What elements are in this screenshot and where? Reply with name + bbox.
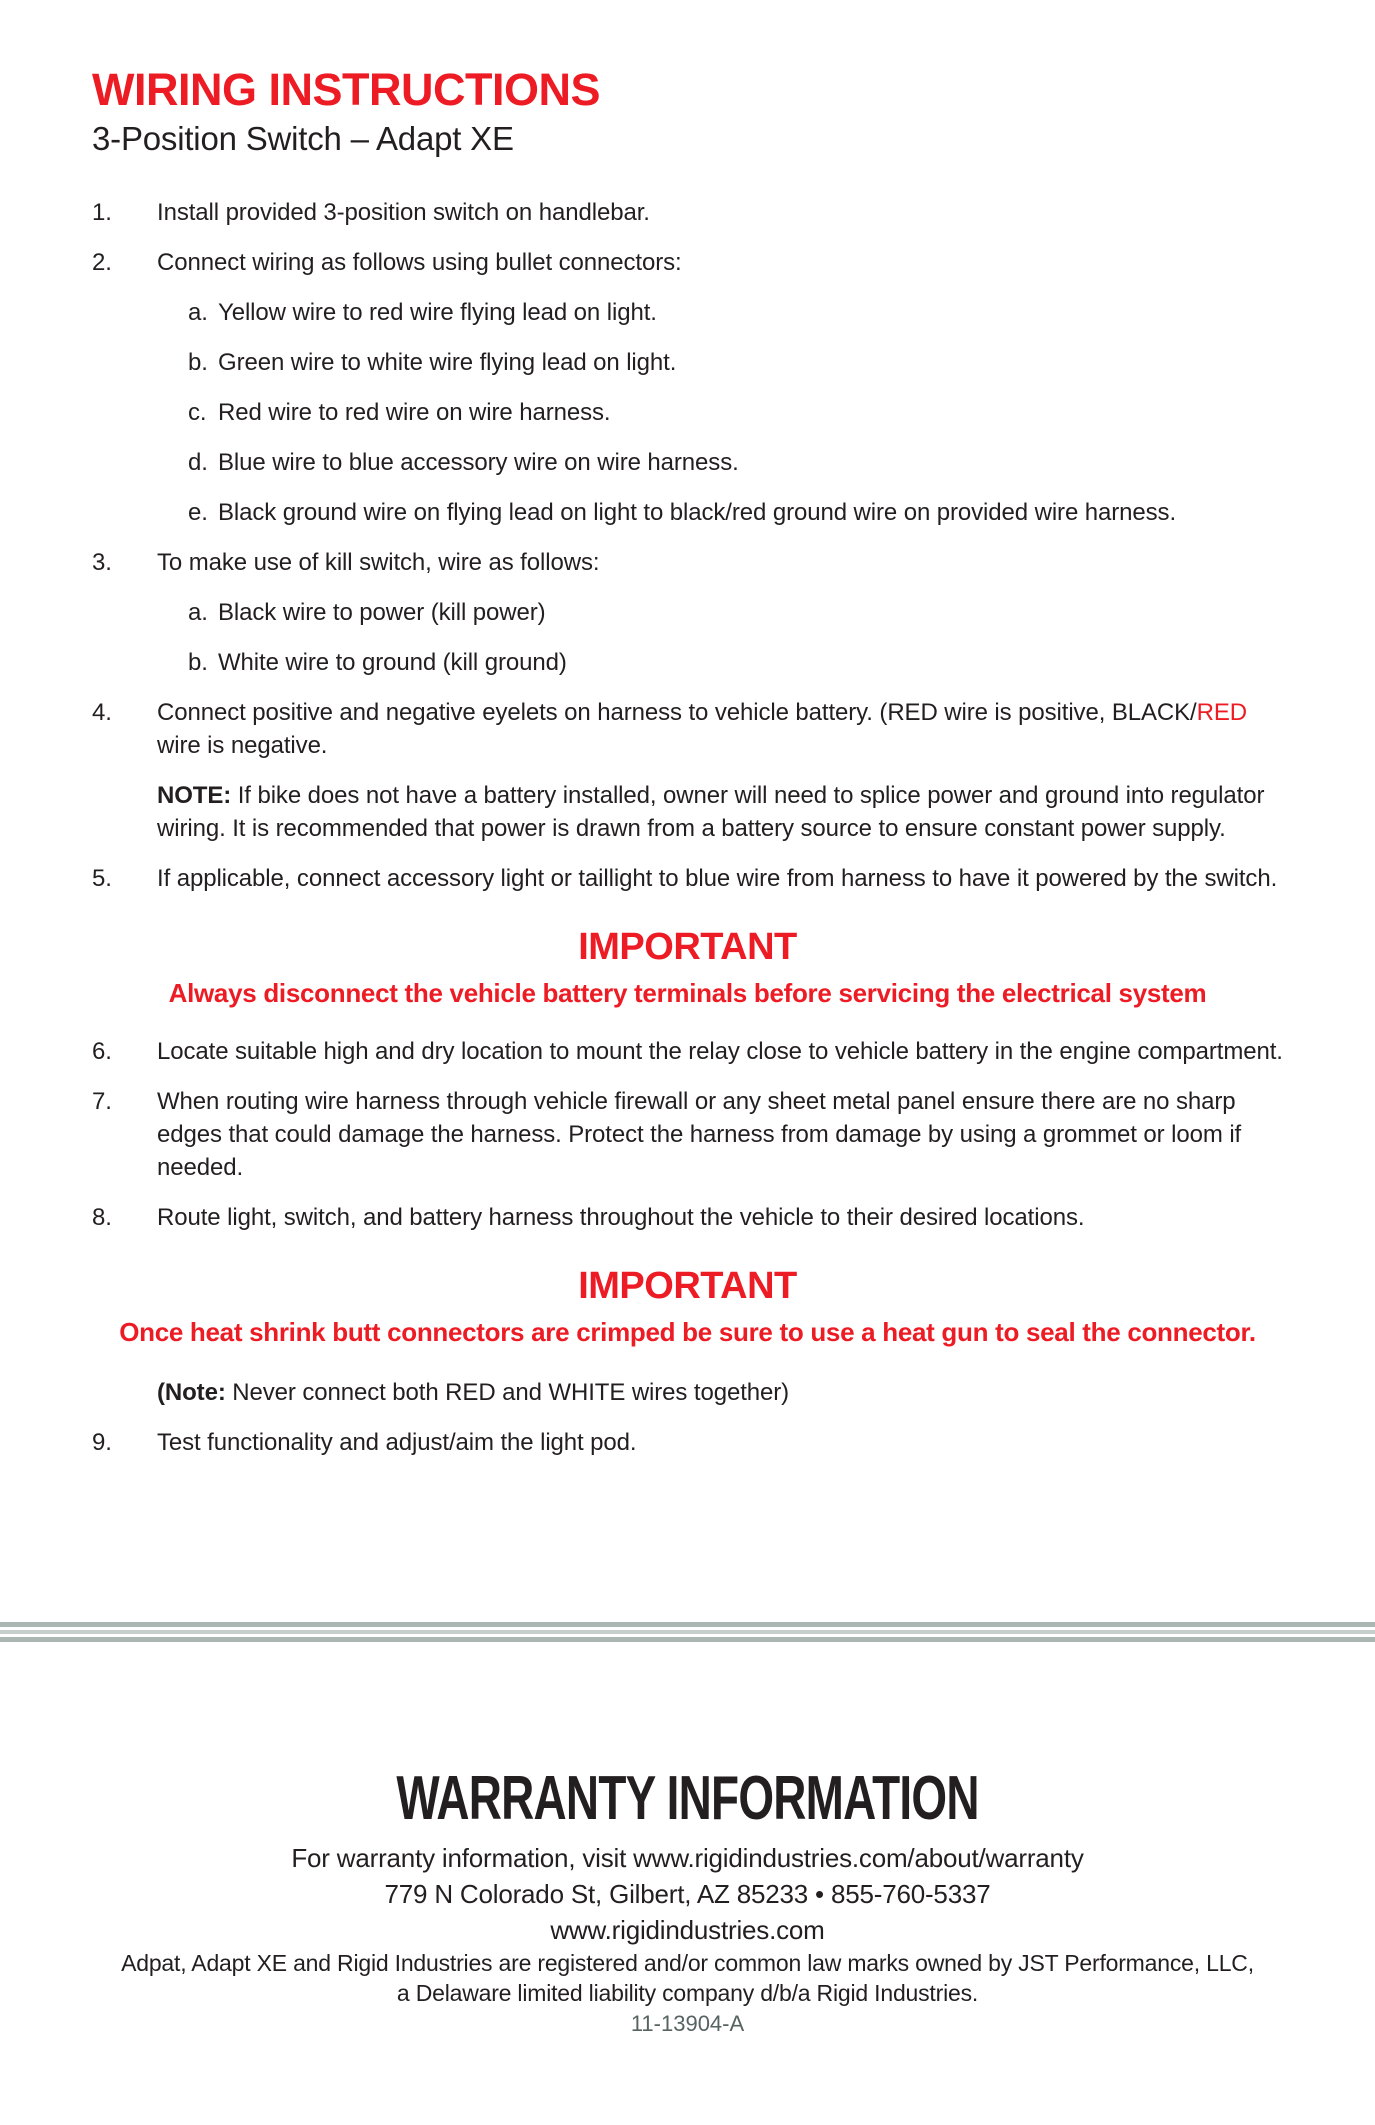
important-message: Always disconnect the vehicle battery terminals before servicing the electrical system bbox=[168, 978, 1207, 1009]
note-label: (Note: bbox=[157, 1379, 226, 1407]
substep-2e bbox=[188, 496, 1283, 529]
warranty-section bbox=[0, 1764, 1375, 2039]
red-word: RED bbox=[1196, 699, 1247, 727]
note-paragraph bbox=[157, 779, 1283, 845]
step-number: 7. bbox=[92, 1088, 112, 1116]
warranty-heading: WARRANTY INFORMATION bbox=[396, 1764, 979, 1833]
step-text: When routing wire harness through vehicle firewall or any sheet metal panel ensure there are no sharp edges that could damage the harness. Protect the harness from damage by using a grommet or loom if needed. bbox=[157, 1088, 1242, 1182]
step-text: Connect wiring as follows using bullet connectors: bbox=[157, 249, 682, 277]
substep-text: Green wire to white wire flying lead on light. bbox=[218, 349, 677, 377]
website-line: www.rigidindustries.com bbox=[550, 1915, 825, 1945]
step-number: 8. bbox=[92, 1204, 112, 1232]
divider-stripe bbox=[0, 1637, 1375, 1642]
substep-2b bbox=[188, 346, 1283, 379]
substep-2a bbox=[188, 296, 1283, 329]
step-5 bbox=[92, 862, 1283, 895]
important-message: Once heat shrink butt connectors are crimped be sure to use a heat gun to seal the connector. bbox=[119, 1317, 1256, 1348]
step-number: 5. bbox=[92, 865, 112, 893]
step-number: 1. bbox=[92, 199, 112, 227]
trademark-line-1: Adpat, Adapt XE and Rigid Industries are registered and/or common law marks owned by JST Performance, LLC, bbox=[121, 1950, 1254, 1976]
address-phone-line: 779 N Colorado St, Gilbert, AZ 85233 • 855-760-5337 bbox=[384, 1879, 991, 1909]
substep-letter: b. bbox=[188, 649, 208, 677]
substep-text: Red wire to red wire on wire harness. bbox=[218, 399, 611, 427]
step-text: Route light, switch, and battery harness throughout the vehicle to their desired locations. bbox=[157, 1204, 1085, 1232]
instruction-list bbox=[92, 196, 1283, 1459]
note-paragraph-2 bbox=[157, 1376, 1283, 1409]
step-7 bbox=[92, 1085, 1283, 1184]
step-number: 6. bbox=[92, 1038, 112, 1066]
note-label: NOTE: bbox=[157, 782, 232, 810]
step-number: 3. bbox=[92, 549, 112, 577]
step-3 bbox=[92, 546, 1283, 679]
important-heading: IMPORTANT bbox=[578, 1265, 797, 1308]
step-text: Install provided 3-position switch on handlebar. bbox=[157, 199, 650, 227]
step-text bbox=[157, 696, 1283, 762]
page-title: WIRING INSTRUCTIONS bbox=[92, 64, 600, 115]
note-text: Never connect both RED and WHITE wires together) bbox=[225, 1379, 790, 1407]
section-divider bbox=[0, 1622, 1375, 1642]
substep-text: Blue wire to blue accessory wire on wire harness. bbox=[218, 449, 739, 477]
important-block-2 bbox=[92, 1264, 1283, 1348]
note-text: If bike does not have a battery installed, owner will need to splice power and ground into regulator wiring. It is recommended that power is drawn from a battery source to ensure constant power supply. bbox=[157, 782, 1265, 843]
substep-letter: b. bbox=[188, 349, 208, 377]
substep-2d bbox=[188, 446, 1283, 479]
substep-3b bbox=[188, 646, 1283, 679]
substep-letter: c. bbox=[188, 399, 207, 427]
trademark-line-2: a Delaware limited liability company d/b/a Rigid Industries. bbox=[396, 1980, 979, 2006]
step-4 bbox=[92, 696, 1283, 845]
substep-3a bbox=[188, 596, 1283, 629]
step-1 bbox=[92, 196, 1283, 229]
substep-letter: e. bbox=[188, 499, 208, 527]
warranty-url-line: For warranty information, visit www.rigidindustries.com/about/warranty bbox=[291, 1843, 1084, 1873]
substep-letter: d. bbox=[188, 449, 208, 477]
step-number: 2. bbox=[92, 249, 112, 277]
step-6 bbox=[92, 1035, 1283, 1068]
substep-2c bbox=[188, 396, 1283, 429]
substep-text: Black ground wire on flying lead on light to black/red ground wire on provided wire harness. bbox=[218, 499, 1177, 527]
substep-text: Yellow wire to red wire flying lead on light. bbox=[218, 299, 657, 327]
important-block-1 bbox=[92, 925, 1283, 1009]
step-text: Locate suitable high and dry location to mount the relay close to vehicle battery in the engine compartment. bbox=[157, 1038, 1283, 1066]
step-number: 4. bbox=[92, 699, 112, 727]
step-text-black: Connect positive and negative eyelets on harness to vehicle battery. (RED wire is positive, BLACK/ bbox=[157, 699, 1197, 727]
step-text: To make use of kill switch, wire as follows: bbox=[157, 549, 600, 577]
page-subtitle: 3-Position Switch – Adapt XE bbox=[92, 120, 514, 158]
important-heading: IMPORTANT bbox=[578, 926, 797, 969]
step-text: Test functionality and adjust/aim the light pod. bbox=[157, 1429, 637, 1457]
substep-letter: a. bbox=[188, 299, 208, 327]
step-text: If applicable, connect accessory light or taillight to blue wire from harness to have it powered by the switch. bbox=[157, 865, 1278, 893]
substep-text: White wire to ground (kill ground) bbox=[218, 649, 567, 677]
step-text-tail: wire is negative. bbox=[157, 732, 328, 760]
document-code: 11-13904-A bbox=[630, 2011, 745, 2036]
step-2 bbox=[92, 246, 1283, 529]
substep-letter: a. bbox=[188, 599, 208, 627]
step-9 bbox=[92, 1426, 1283, 1459]
substep-text: Black wire to power (kill power) bbox=[218, 599, 546, 627]
step-8 bbox=[92, 1201, 1283, 1234]
step-number: 9. bbox=[92, 1429, 112, 1457]
